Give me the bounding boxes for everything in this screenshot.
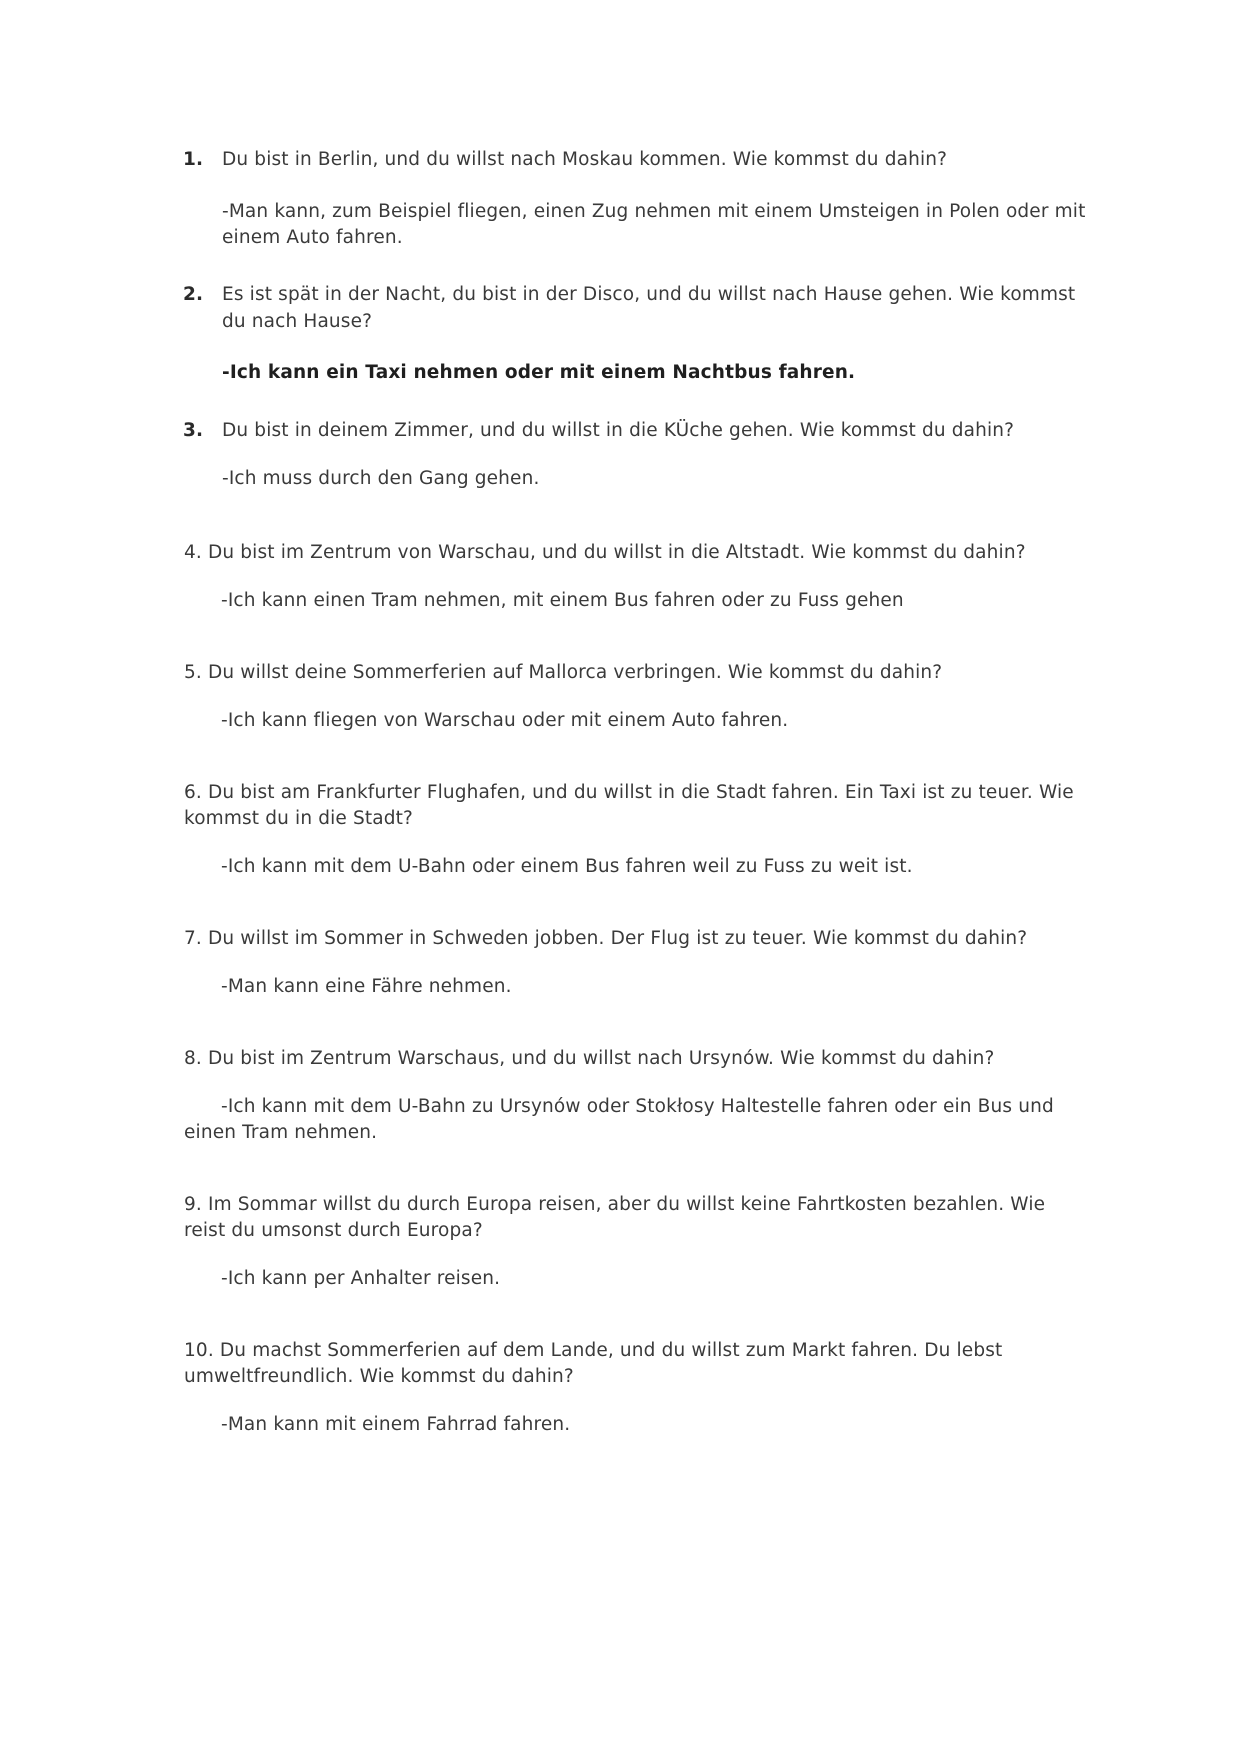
- item-2-question: du nach Hause?: [222, 311, 373, 332]
- item-7-answer: -Man kann eine Fähre nehmen.: [221, 976, 512, 997]
- item-7-question: 7. Du willst im Sommer in Schweden jobben. Der Flug ist zu teuer. Wie kommst du dahin?: [184, 928, 1028, 949]
- item-3-question: Du bist in deinem Zimmer, und du willst in die KÜche gehen. Wie kommst du dahin?: [222, 420, 1015, 441]
- item-9-question: reist du umsonst durch Europa?: [184, 1220, 483, 1241]
- item-4-question: 4. Du bist im Zentrum von Warschau, und du willst in die Altstadt. Wie kommst du dahin?: [184, 542, 1026, 563]
- item-9-answer: -Ich kann per Anhalter reisen.: [221, 1268, 501, 1289]
- item-2-answer: -Ich kann ein Taxi nehmen oder mit einem Nachtbus fahren.: [222, 362, 856, 383]
- item-1-question: Du bist in Berlin, und du willst nach Moskau kommen. Wie kommst du dahin?: [222, 149, 948, 170]
- item-1-answer: einem Auto fahren.: [222, 227, 403, 248]
- item-9-question: 9. Im Sommar willst du durch Europa reisen, aber du willst keine Fahrtkosten bezahlen. Wie: [184, 1194, 1046, 1215]
- item-5-answer: -Ich kann fliegen von Warschau oder mit einem Auto fahren.: [221, 710, 789, 731]
- item-3-number: 3.: [183, 420, 204, 441]
- item-6-question: kommst du in die Stadt?: [184, 808, 414, 829]
- item-5-question: 5. Du willst deine Sommerferien auf Mallorca verbringen. Wie kommst du dahin?: [184, 662, 943, 683]
- item-6-answer: -Ich kann mit dem U-Bahn oder einem Bus fahren weil zu Fuss zu weit ist.: [221, 856, 913, 877]
- item-4-answer: -Ich kann einen Tram nehmen, mit einem Bus fahren oder zu Fuss gehen: [221, 590, 904, 611]
- item-10-question: 10. Du machst Sommerferien auf dem Lande, und du willst zum Markt fahren. Du lebst: [184, 1340, 1003, 1361]
- item-2-question: Es ist spät in der Nacht, du bist in der Disco, und du willst nach Hause gehen. Wie kommst: [222, 284, 1076, 305]
- item-8-question: 8. Du bist im Zentrum Warschaus, und du willst nach Ursynów. Wie kommst du dahin?: [184, 1048, 995, 1069]
- item-8-answer: einen Tram nehmen.: [184, 1122, 378, 1143]
- item-2-number: 2.: [183, 284, 204, 305]
- item-1-answer: -Man kann, zum Beispiel fliegen, einen Zug nehmen mit einem Umsteigen in Polen oder mit: [222, 201, 1086, 222]
- item-10-question: umweltfreundlich. Wie kommst du dahin?: [184, 1366, 574, 1387]
- item-3-answer: -Ich muss durch den Gang gehen.: [222, 468, 540, 489]
- item-1-number: 1.: [183, 149, 204, 170]
- item-10-answer: -Man kann mit einem Fahrrad fahren.: [221, 1414, 571, 1435]
- item-8-answer: -Ich kann mit dem U-Bahn zu Ursynów oder Stokłosy Haltestelle fahren oder ein Bus und: [221, 1096, 1054, 1117]
- item-6-question: 6. Du bist am Frankfurter Flughafen, und du willst in die Stadt fahren. Ein Taxi ist zu teuer. Wie: [184, 782, 1074, 803]
